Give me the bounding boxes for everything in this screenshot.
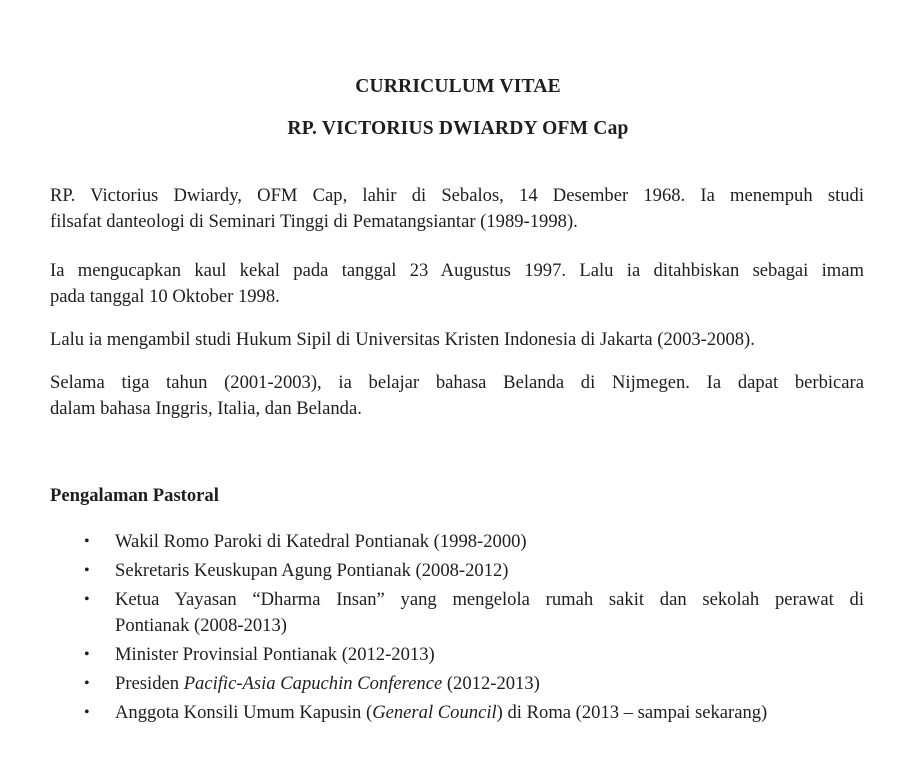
list-item bbox=[0, 529, 904, 555]
document-title: CURRICULUM VITAE bbox=[355, 76, 561, 97]
bullet-icon: • bbox=[84, 562, 90, 579]
text-segment: (2012-2013) bbox=[442, 673, 540, 694]
paragraph-vows-ordination bbox=[50, 258, 864, 310]
list-item bbox=[0, 587, 904, 639]
italic-segment: Pacific-Asia Capuchin Conference bbox=[183, 673, 443, 694]
document-subtitle: RP. VICTORIUS DWIARDY OFM Cap bbox=[287, 118, 629, 139]
list-item bbox=[0, 642, 904, 668]
paragraph-line: filsafat danteologi di Seminari Tinggi di Pematangsiantar (1989-1998). bbox=[50, 211, 578, 232]
bullet-icon: • bbox=[84, 675, 90, 692]
bullet-icon: • bbox=[84, 646, 90, 663]
paragraph-line: Selama tiga tahun (2001-2003), ia belajar bahasa Belanda di Nijmegen. Ia dapat berbicara bbox=[50, 372, 864, 393]
paragraph-line: pada tanggal 10 Oktober 1998. bbox=[50, 286, 280, 307]
list-item bbox=[0, 671, 904, 697]
text-segment: ) di Roma (2013 – sampai sekarang) bbox=[496, 702, 768, 723]
paragraph-birth-education bbox=[50, 183, 864, 235]
section-heading-pastoral: Pengalaman Pastoral bbox=[50, 485, 219, 506]
paragraph-line: dalam bahasa Inggris, Italia, dan Belanda. bbox=[50, 398, 362, 419]
bullet-icon: • bbox=[84, 704, 90, 721]
list-item bbox=[0, 700, 904, 726]
list-item-text: Sekretaris Keuskupan Agung Pontianak (2008-2012) bbox=[115, 560, 509, 581]
italic-segment: General Council bbox=[372, 702, 497, 723]
list-item bbox=[0, 558, 904, 584]
list-item-text bbox=[115, 700, 864, 726]
paragraph-line: Ia mengucapkan kaul kekal pada tanggal 23 Augustus 1997. Lalu ia ditahbiskan sebagai imam bbox=[50, 260, 864, 281]
text-segment: Presiden bbox=[115, 673, 184, 694]
list-item-text-continued: Pontianak (2008-2013) bbox=[115, 615, 287, 636]
text-segment: Anggota Konsili Umum Kapusin ( bbox=[115, 702, 373, 723]
list-item-text: Wakil Romo Paroki di Katedral Pontianak (1998-2000) bbox=[115, 531, 527, 552]
bullet-icon: • bbox=[84, 591, 90, 608]
paragraph-law-study: Lalu ia mengambil studi Hukum Sipil di Universitas Kristen Indonesia di Jakarta (2003-2008). bbox=[50, 329, 755, 350]
list-item-text: Ketua Yayasan “Dharma Insan” yang mengelola rumah sakit dan sekolah perawat di bbox=[115, 589, 864, 610]
paragraph-line: RP. Victorius Dwiardy, OFM Cap, lahir di Sebalos, 14 Desember 1968. Ia menempuh studi bbox=[50, 185, 864, 206]
list-item-text: Minister Provinsial Pontianak (2012-2013) bbox=[115, 644, 435, 665]
paragraph-languages bbox=[50, 370, 864, 422]
bullet-icon: • bbox=[84, 533, 90, 550]
list-item-text bbox=[115, 671, 864, 697]
pastoral-experience-list bbox=[0, 529, 904, 729]
